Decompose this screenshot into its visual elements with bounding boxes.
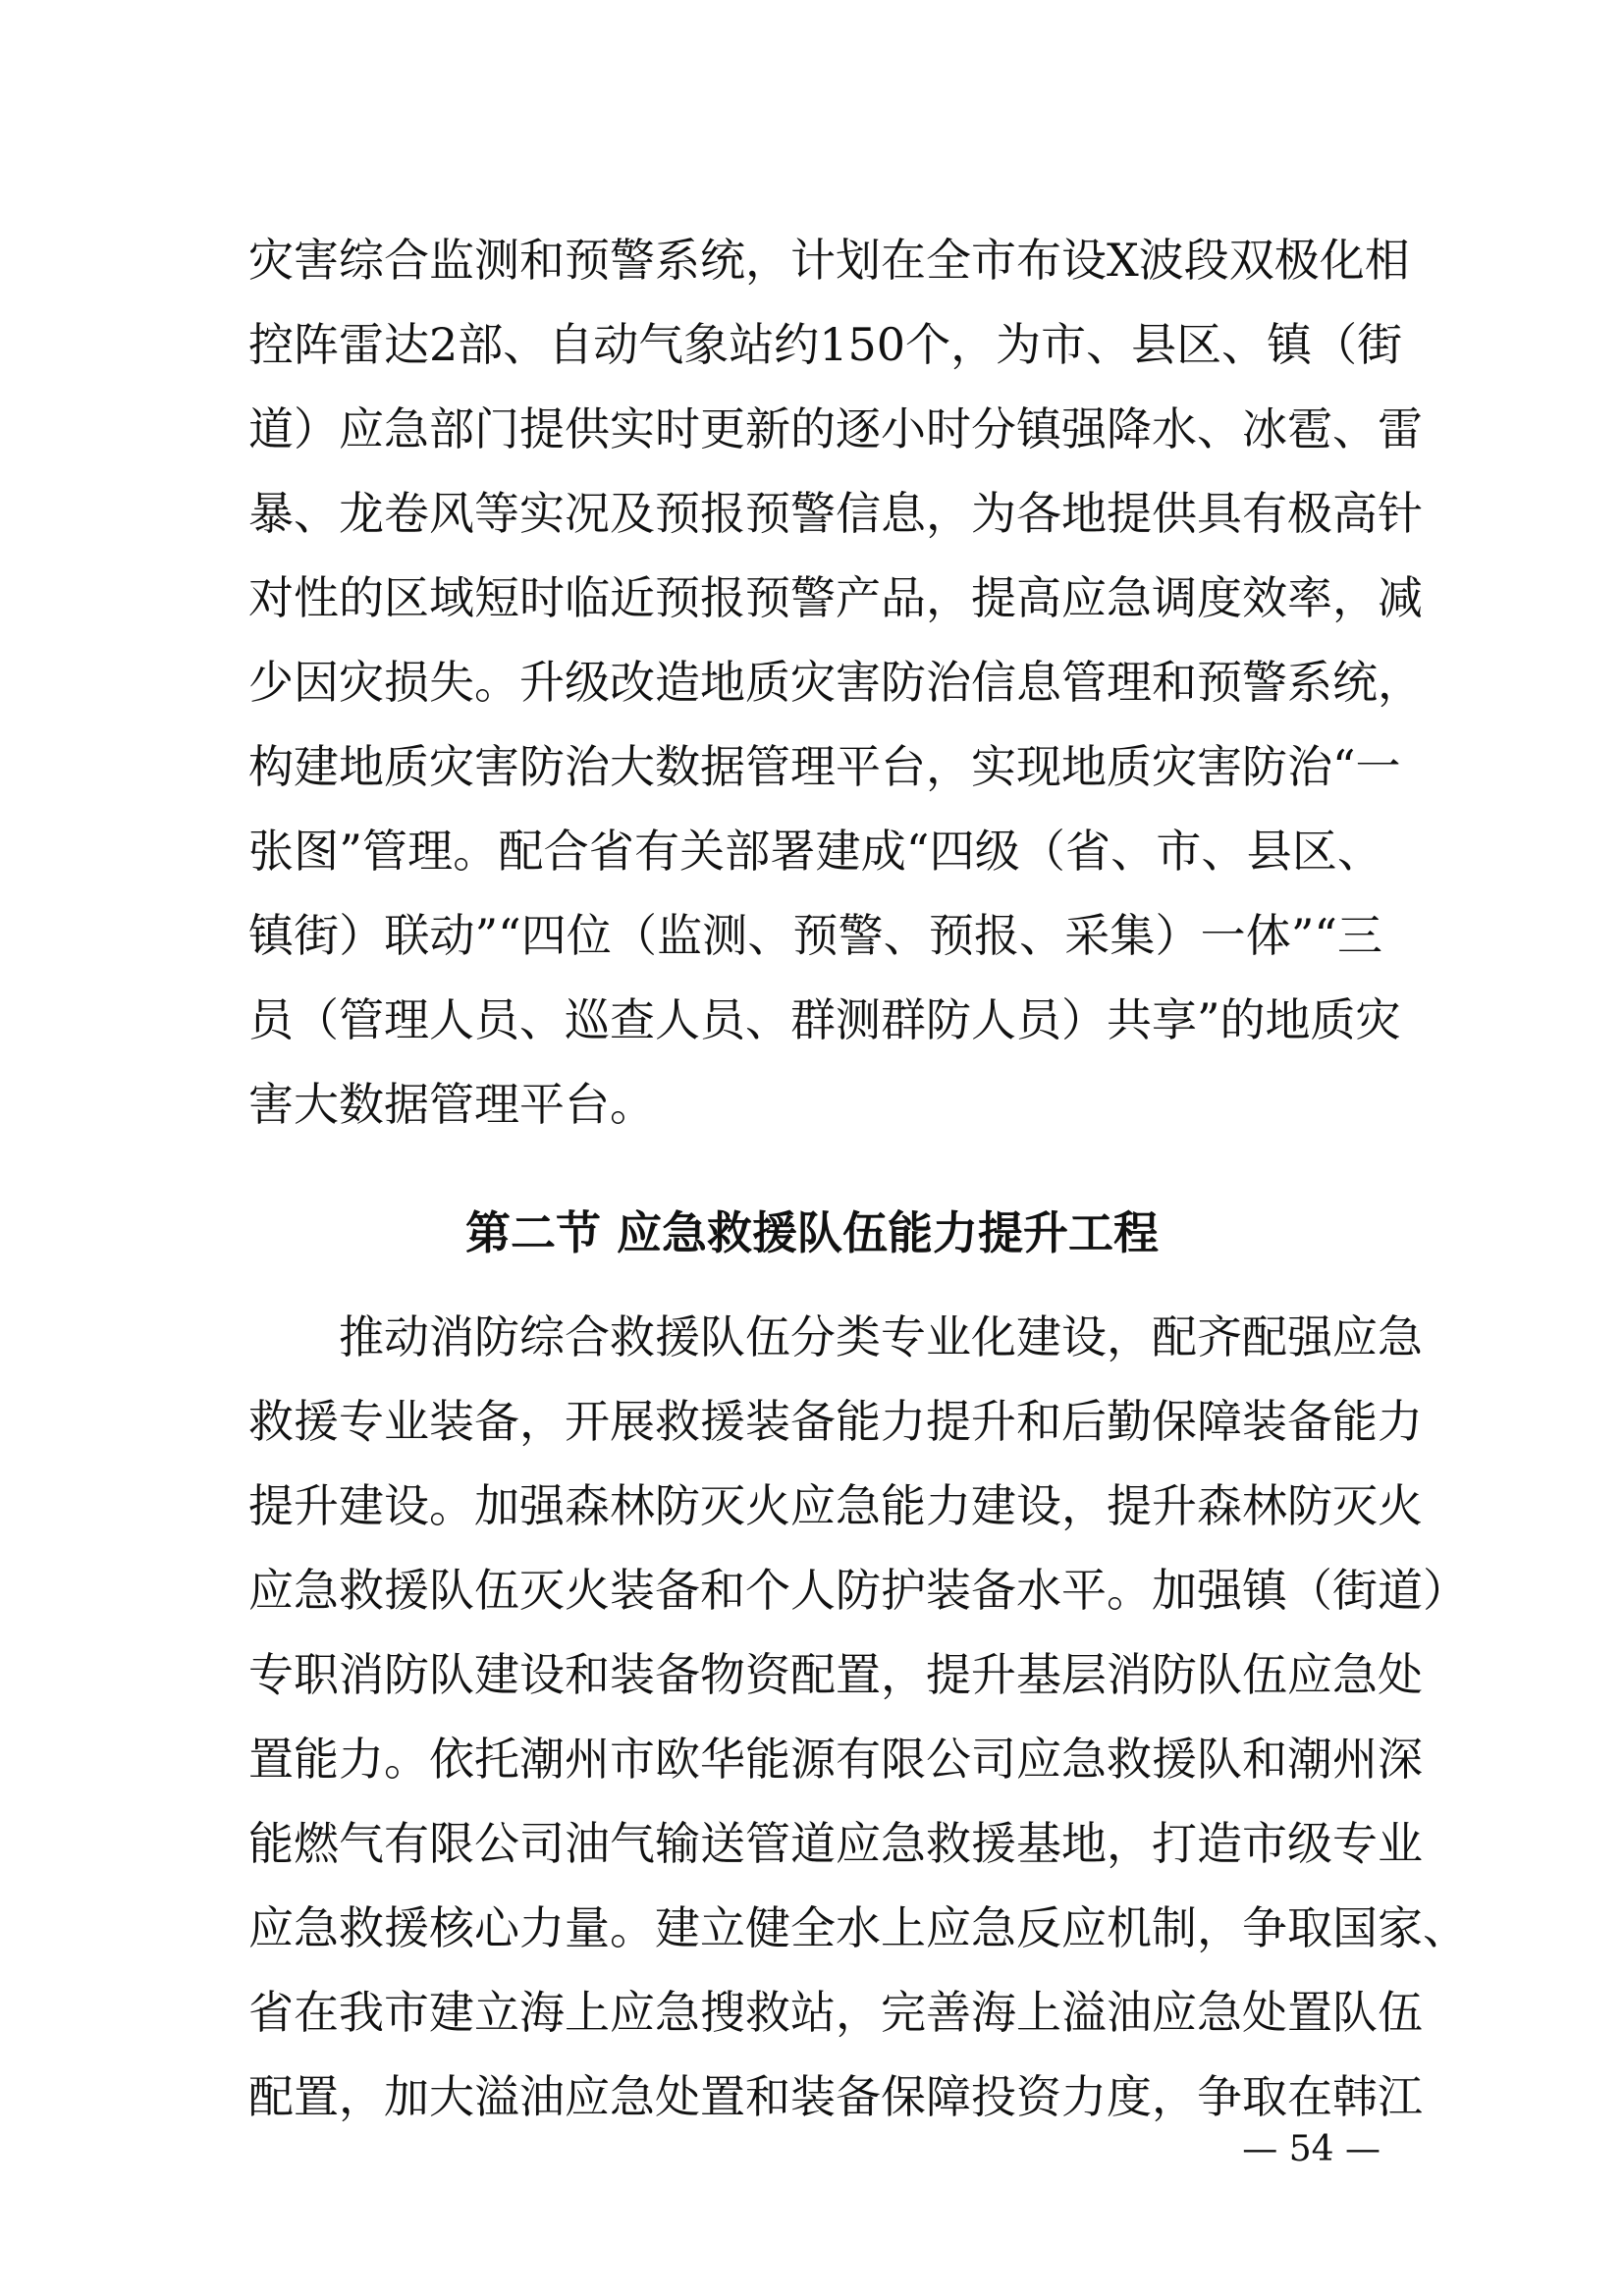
text-line: 张图”管理。配合省有关部署建成“四级（省、市、县区、 (248, 825, 1382, 878)
text-line: 害大数据管理平台。 (248, 1078, 655, 1131)
text-line: 应急救援队伍灭火装备和个人防护装备水平。加强镇（街道） (248, 1564, 1468, 1617)
text-line: 救援专业装备，开展救援装备能力提升和后勤保障装备能力 (248, 1395, 1423, 1448)
text-line: 能燃气有限公司油气输送管道应急救援基地，打造市级专业 (248, 1817, 1423, 1870)
paragraph-rescue-teams (248, 1295, 1468, 2139)
text-line: 道）应急部门提供实时更新的逐小时分镇强降水、冰雹、雷 (248, 402, 1423, 455)
text-line: 应急救援核心力量。建立健全水上应急反应机制，争取国家、 (248, 1901, 1468, 1954)
text-line: 少因灾损失。升级改造地质灾害防治信息管理和预警系统， (248, 656, 1423, 709)
text-line: 灾害综合监测和预警系统，计划在全市布设X波段双极化相 (248, 234, 1410, 287)
text-line: 专职消防队建设和装备物资配置，提升基层消防队伍应急处 (248, 1648, 1423, 1701)
text-line: 构建地质灾害防治大数据管理平台，实现地质灾害防治“一 (248, 740, 1401, 793)
text-line: 暴、龙卷风等实况及预报预警信息，为各地提供具有极高针 (248, 487, 1423, 540)
paragraph-disaster-monitoring (248, 218, 1423, 1147)
text-line: 员（管理人员、巡查人员、群测群防人员）共享”的地质灾 (248, 993, 1401, 1046)
section-heading: 第二节 应急救援队伍能力提升工程 (464, 1206, 1159, 1259)
text-line: 省在我市建立海上应急搜救站，完善海上溢油应急处置队伍 (248, 1986, 1423, 2039)
text-line: 置能力。依托潮州市欧华能源有限公司应急救援队和潮州深 (248, 1733, 1423, 1786)
page-number: — 54 — (1242, 2129, 1380, 2169)
text-line: 提升建设。加强森林防灭火应急能力建设，提升森林防灭火 (248, 1479, 1423, 1532)
text-line: 推动消防综合救援队伍分类专业化建设，配齐配强应急 (339, 1310, 1423, 1363)
text-line: 配置，加大溢油应急处置和装备保障投资力度，争取在韩江 (248, 2070, 1423, 2123)
text-line: 对性的区域短时临近预报预警产品，提高应急调度效率，减 (248, 571, 1423, 624)
text-line: 控阵雷达2部、自动气象站约150个，为市、县区、镇（街 (248, 318, 1403, 371)
text-line: 镇街）联动”“四位（监测、预警、预报、采集）一体”“三 (248, 909, 1382, 962)
